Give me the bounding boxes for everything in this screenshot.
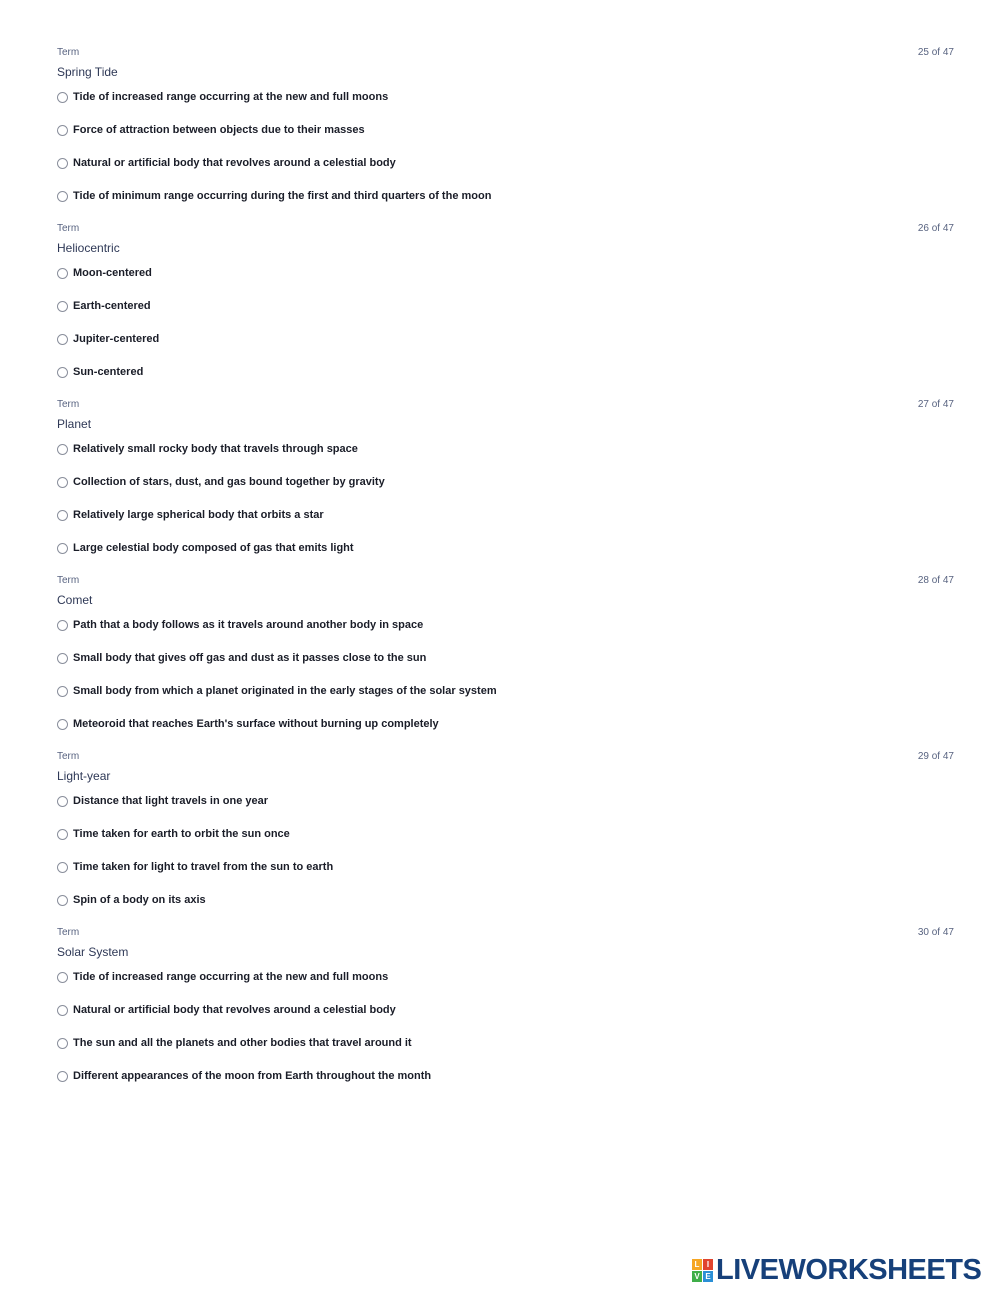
question-header [57, 926, 954, 940]
radio-button-icon[interactable] [57, 620, 68, 631]
answer-option[interactable] [57, 300, 954, 333]
answer-option[interactable] [57, 795, 954, 828]
radio-button-icon[interactable] [57, 367, 68, 378]
question-type-label: Term [57, 399, 80, 410]
radio-button-icon[interactable] [57, 125, 68, 136]
badge-letter: V [692, 1271, 702, 1282]
radio-button-icon[interactable] [57, 972, 68, 983]
answer-option-label[interactable]: Different appearances of the moon from Earth throughout the month [73, 1070, 432, 1082]
answer-option-label[interactable]: Moon-centered [73, 267, 152, 279]
answer-option-label[interactable]: Sun-centered [73, 366, 144, 378]
answer-option[interactable] [57, 1004, 954, 1037]
answer-option-label[interactable]: Earth-centered [73, 300, 151, 312]
answer-options [57, 619, 954, 751]
question-counter: 28 of 47 [917, 575, 954, 586]
question-term: Light-year [57, 769, 111, 783]
answer-option[interactable] [57, 828, 954, 861]
answer-option[interactable] [57, 894, 954, 927]
answer-option-label[interactable]: Jupiter-centered [73, 333, 160, 345]
answer-option[interactable] [57, 366, 954, 399]
question-26 [57, 222, 954, 398]
question-list [57, 46, 954, 1102]
badge-letter: I [703, 1259, 713, 1270]
radio-button-icon[interactable] [57, 1071, 68, 1082]
answer-option-label[interactable]: Path that a body follows as it travels around another body in space [73, 619, 424, 631]
question-25 [57, 46, 954, 222]
answer-options [57, 267, 954, 399]
answer-option[interactable] [57, 1070, 954, 1103]
answer-options [57, 91, 954, 223]
radio-button-icon[interactable] [57, 92, 68, 103]
answer-option-label[interactable]: Meteoroid that reaches Earth's surface without burning up completely [73, 718, 439, 730]
answer-option[interactable] [57, 971, 954, 1004]
answer-option[interactable] [57, 91, 954, 124]
answer-option-label[interactable]: Natural or artificial body that revolves around a celestial body [73, 1004, 396, 1016]
question-type-label: Term [57, 223, 80, 234]
answer-option[interactable] [57, 157, 954, 190]
question-term: Heliocentric [57, 241, 120, 255]
answer-option[interactable] [57, 685, 954, 718]
answer-option-label[interactable]: Tide of minimum range occurring during the first and third quarters of the moon [73, 190, 492, 202]
question-type-label: Term [57, 47, 80, 58]
answer-option-label[interactable]: Small body that gives off gas and dust as it passes close to the sun [73, 652, 427, 664]
answer-option-label[interactable]: Relatively large spherical body that orbits a star [73, 509, 324, 521]
question-type-label: Term [57, 927, 80, 938]
question-header [57, 398, 954, 412]
answer-option-label[interactable]: Small body from which a planet originated in the early stages of the solar system [73, 685, 497, 697]
answer-option-label[interactable]: Relatively small rocky body that travels through space [73, 443, 358, 455]
answer-option[interactable] [57, 861, 954, 894]
question-counter: 29 of 47 [917, 751, 954, 762]
answer-option[interactable] [57, 509, 954, 542]
answer-option[interactable] [57, 542, 954, 575]
answer-options [57, 971, 954, 1103]
answer-option[interactable] [57, 190, 954, 223]
question-type-label: Term [57, 751, 80, 762]
radio-button-icon[interactable] [57, 510, 68, 521]
answer-option[interactable] [57, 476, 954, 509]
radio-button-icon[interactable] [57, 1038, 68, 1049]
question-header [57, 222, 954, 236]
radio-button-icon[interactable] [57, 191, 68, 202]
radio-button-icon[interactable] [57, 895, 68, 906]
radio-button-icon[interactable] [57, 719, 68, 730]
answer-option[interactable] [57, 1037, 954, 1070]
answer-option[interactable] [57, 718, 954, 751]
radio-button-icon[interactable] [57, 686, 68, 697]
question-28 [57, 574, 954, 750]
live-badge-icon [692, 1259, 713, 1282]
liveworksheets-logo [692, 1256, 981, 1284]
radio-button-icon[interactable] [57, 829, 68, 840]
radio-button-icon[interactable] [57, 653, 68, 664]
radio-button-icon[interactable] [57, 268, 68, 279]
answer-option-label[interactable]: Time taken for earth to orbit the sun once [73, 828, 290, 840]
answer-option-label[interactable]: Force of attraction between objects due to their masses [73, 124, 365, 136]
answer-option[interactable] [57, 619, 954, 652]
answer-option[interactable] [57, 124, 954, 157]
question-27 [57, 398, 954, 574]
radio-button-icon[interactable] [57, 477, 68, 488]
question-counter: 25 of 47 [917, 47, 954, 58]
radio-button-icon[interactable] [57, 334, 68, 345]
answer-option-label[interactable]: Time taken for light to travel from the sun to earth [73, 861, 334, 873]
answer-option[interactable] [57, 443, 954, 476]
question-type-label: Term [57, 575, 80, 586]
answer-options [57, 443, 954, 575]
answer-option-label[interactable]: Collection of stars, dust, and gas bound together by gravity [73, 476, 385, 488]
radio-button-icon[interactable] [57, 444, 68, 455]
radio-button-icon[interactable] [57, 158, 68, 169]
question-term: Planet [57, 417, 92, 431]
answer-option[interactable] [57, 652, 954, 685]
radio-button-icon[interactable] [57, 796, 68, 807]
question-term: Solar System [57, 945, 129, 959]
logo-text: LIVEWORKSHEETS [716, 1254, 982, 1286]
answer-option-label[interactable]: The sun and all the planets and other bodies that travel around it [73, 1037, 412, 1049]
radio-button-icon[interactable] [57, 543, 68, 554]
radio-button-icon[interactable] [57, 862, 68, 873]
question-header [57, 750, 954, 764]
badge-letter: E [703, 1271, 713, 1282]
question-counter: 26 of 47 [917, 223, 954, 234]
badge-letter: L [692, 1259, 702, 1270]
answer-option[interactable] [57, 267, 954, 300]
question-term: Comet [57, 593, 93, 607]
radio-button-icon[interactable] [57, 1005, 68, 1016]
answer-option-label[interactable]: Spin of a body on its axis [73, 894, 206, 906]
question-29 [57, 750, 954, 926]
question-counter: 27 of 47 [917, 399, 954, 410]
question-term: Spring Tide [57, 65, 118, 79]
answer-options [57, 795, 954, 927]
question-header [57, 574, 954, 588]
question-header [57, 46, 954, 60]
question-30 [57, 926, 954, 1102]
answer-option[interactable] [57, 333, 954, 366]
question-counter: 30 of 47 [917, 927, 954, 938]
answer-option-label[interactable]: Large celestial body composed of gas that emits light [73, 542, 354, 554]
answer-option-label[interactable]: Distance that light travels in one year [73, 795, 269, 807]
answer-option-label[interactable]: Tide of increased range occurring at the new and full moons [73, 91, 389, 103]
radio-button-icon[interactable] [57, 301, 68, 312]
answer-option-label[interactable]: Natural or artificial body that revolves around a celestial body [73, 157, 396, 169]
answer-option-label[interactable]: Tide of increased range occurring at the new and full moons [73, 971, 389, 983]
